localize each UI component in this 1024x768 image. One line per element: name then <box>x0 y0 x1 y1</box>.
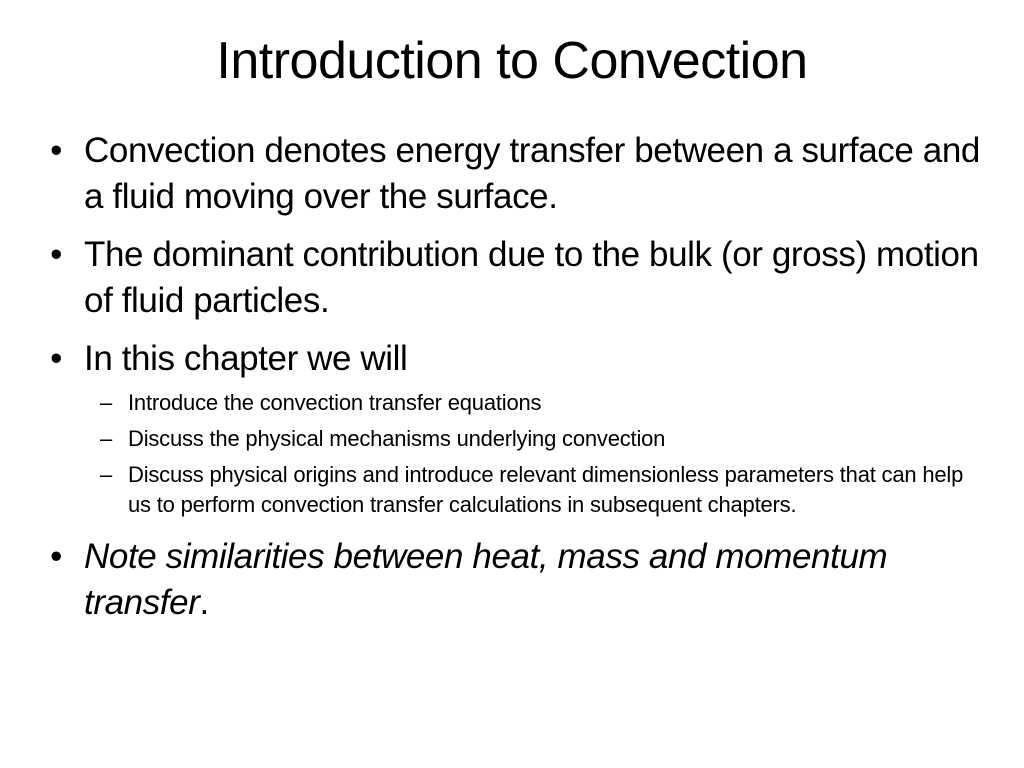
bullet-item-3 <box>44 336 984 382</box>
bullet-glyph: • <box>50 537 62 576</box>
bullet-text: In this chapter we will <box>84 339 408 378</box>
bullet-text: Convection denotes energy transfer between a surface and a fluid moving over the surface. <box>84 131 980 216</box>
slide-title: Introduction to Convection <box>216 32 808 90</box>
bullet-glyph: • <box>50 131 62 170</box>
sub-bullet-item-3 <box>44 460 984 520</box>
bullet-text-italic: Note similarities between heat, mass and momentum transfer <box>84 537 888 622</box>
sub-bullet-text: Discuss physical origins and introduce relevant dimensionless parameters that can help us to perform convection transfer calculations in subsequent chapters. <box>128 462 964 517</box>
bullet-glyph: • <box>50 235 62 274</box>
sub-bullet-item-1 <box>44 388 984 418</box>
sub-bullet-list <box>44 388 984 520</box>
dash-glyph: – <box>99 462 113 487</box>
sub-bullet-item-2 <box>44 424 984 454</box>
bullet-glyph: • <box>50 339 62 378</box>
bullet-trailing-period: . <box>199 583 209 622</box>
bullet-item-2 <box>44 232 984 324</box>
sub-bullet-text: Introduce the convection transfer equations <box>128 390 542 415</box>
bullet-item-4 <box>44 534 984 626</box>
bullet-item-1 <box>44 128 984 220</box>
slide-body <box>44 128 984 638</box>
bullet-text: The dominant contribution due to the bulk (or gross) motion of fluid particles. <box>84 235 979 320</box>
dash-glyph: – <box>99 390 113 415</box>
sub-bullet-text: Discuss the physical mechanisms underlying convection <box>128 426 666 451</box>
dash-glyph: – <box>99 426 113 451</box>
